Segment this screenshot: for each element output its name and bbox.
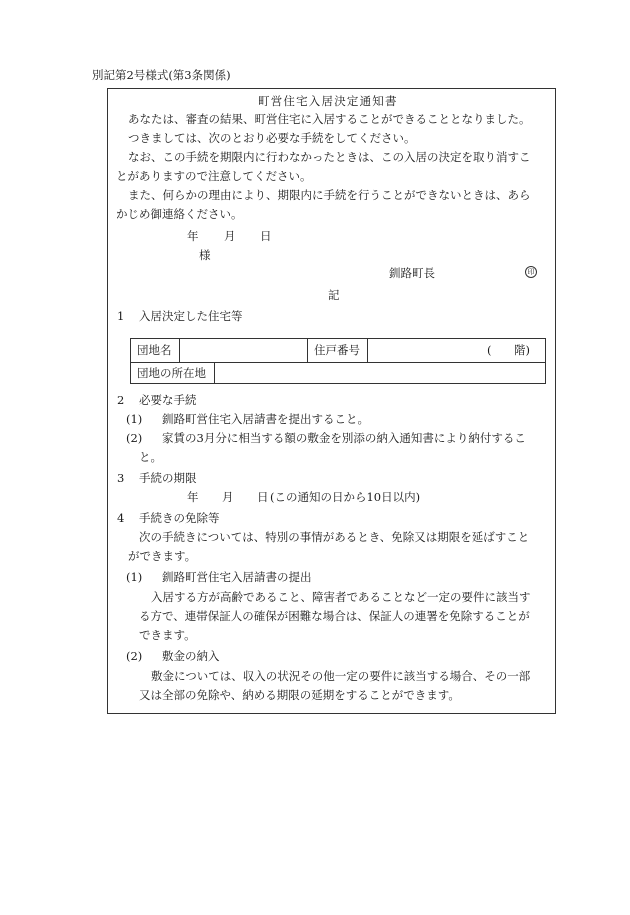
section-4-item-1-title: 釧路町営住宅入居請書の提出 [162,570,312,584]
section-4-item-1-number: (1) [126,570,143,584]
date-year: 年 [187,229,199,243]
sender-name: 釧路町長 [389,266,435,280]
addressee-suffix: 様 [199,248,211,262]
section-4-item-2-title: 敷金の納入 [162,649,220,663]
section-3-number: 3 [117,471,125,485]
section-4-item-2-line-2: 又は全部の免除や、納める期限の延期をすることができます。 [139,688,460,702]
deadline-note: (この通知の日から10日以内) [270,490,421,504]
date-month: 月 [224,229,236,243]
intro-line-3: なお、この手続を期限内に行わなかったときは、この入居の決定を取り消すこ [128,150,531,164]
section-4-intro-1: 次の手続きについては、特別の事情があるとき、免除又は期限を延ばすこと [139,530,530,544]
section-4-item-2-number: (2) [126,649,143,663]
table-col-divider [179,338,180,362]
deadline-month: 月 [222,490,234,504]
section-4-item-2-line-1: 敷金については、収入の状況その他一定の要件に該当する場合、その一部 [151,669,531,683]
intro-line-6: かじめ御連絡ください。 [116,207,243,221]
document-title: 町営住宅入居決定通知書 [258,94,398,108]
section-2-title: 必要な手続 [139,393,197,407]
section-2-item-2-continued: と。 [139,450,162,464]
date-day: 日 [260,229,272,243]
section-4-intro-2: ができます。 [128,549,197,563]
section-2-item-2-text: 家賃の3月分に相当する額の敷金を別添の納入通知書により納付するこ [162,431,526,445]
section-3-title: 手続の期限 [139,471,197,485]
section-4-item-1-line-1: 入居する方が高齢であること、障害者であることなど一定の要件に該当す [151,590,531,604]
deadline-year: 年 [187,490,199,504]
table-row-divider [130,362,546,363]
section-4-item-1-line-3: できます。 [139,628,196,642]
intro-line-5: また、何らかの理由により、期限内に手続を行うことができないときは、あら [128,188,531,202]
table-location-label: 団地の所在地 [137,366,206,380]
intro-line-1: あなたは、審査の結果、町営住宅に入居することができることとなりました。 [128,112,531,126]
section-2-item-2-number: (2) [126,431,143,445]
section-2-item-1-text: 釧路町営住宅入居請書を提出すること。 [162,412,369,426]
section-4-title: 手続きの免除等 [139,511,220,525]
ki-heading: 記 [328,288,340,302]
deadline-day: 日 [257,490,269,504]
section-1-title: 入居決定した住宅等 [139,309,243,323]
intro-line-4: とがありますので注意してください。 [116,169,312,183]
section-1-number: 1 [117,309,125,323]
section-2-item-1-number: (1) [126,412,143,426]
form-number-label: 別記第2号様式(第3条関係) [92,68,231,82]
table-floor-label: 階) [514,343,530,357]
section-4-number: 4 [117,511,125,525]
intro-line-2: つきましては、次のとおり必要な手続をしてください。 [128,131,416,145]
section-2-number: 2 [117,393,125,407]
table-floor-paren: ( [487,343,492,357]
table-danchi-label: 団地名 [137,343,172,357]
table-col-divider [214,362,215,384]
table-room-label: 住戸番号 [314,343,360,357]
seal-mark: 印 [525,266,537,278]
section-4-item-1-line-2: る方で、連帯保証人の確保が困難な場合は、保証人の連署を免除することが [139,609,530,623]
table-col-divider [307,338,308,362]
table-col-divider [367,338,368,362]
